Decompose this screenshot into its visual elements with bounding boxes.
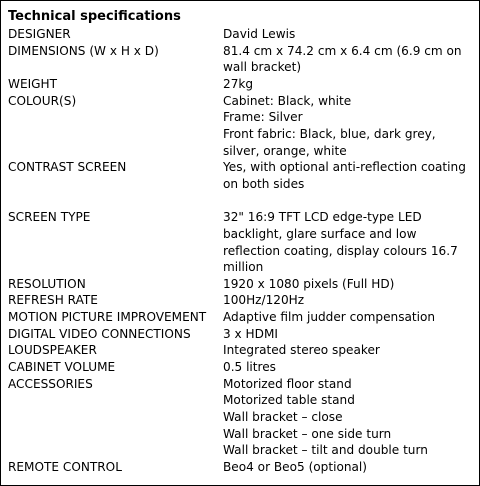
spec-value xyxy=(223,326,474,343)
spec-table xyxy=(8,26,474,476)
spec-value-line: Motorized floor stand xyxy=(223,376,352,391)
spec-value-line: Yes, with optional anti-reflection coating xyxy=(223,160,466,175)
spec-label: COLOUR(S) xyxy=(8,93,77,108)
spec-value-line: David Lewis xyxy=(223,27,296,41)
spec-label: WEIGHT xyxy=(8,76,58,91)
spec-value-line: million xyxy=(223,260,264,275)
spec-row xyxy=(8,76,474,93)
spec-value-line: reflection coating, display colours 16.7 xyxy=(223,243,458,258)
spec-label: REMOTE CONTROL xyxy=(8,460,122,475)
spec-value-line: 81.4 cm x 74.2 cm x 6.4 cm (6.9 cm on xyxy=(223,43,462,58)
spec-value-line: 32" 16:9 TFT LCD edge-type LED xyxy=(223,210,422,225)
spec-label: RESOLUTION xyxy=(8,276,86,291)
spec-value xyxy=(223,376,474,459)
spec-label: SCREEN TYPE xyxy=(8,210,91,225)
spec-row xyxy=(8,26,474,43)
spec-value-line: 3 x HDMI xyxy=(223,326,278,341)
spec-row xyxy=(8,342,474,359)
spec-label: CABINET VOLUME xyxy=(8,360,116,375)
spec-value-line: 27kg xyxy=(223,76,254,91)
spec-value-line: Cabinet: Black, white xyxy=(223,93,352,108)
spec-value-line: 100Hz/120Hz xyxy=(223,293,305,308)
spec-value-line: 1920 x 1080 pixels (Full HD) xyxy=(223,276,395,291)
spec-value-line: Wall bracket – tilt and double turn xyxy=(223,443,428,458)
spec-value xyxy=(223,459,474,476)
spec-label: DIGITAL VIDEO CONNECTIONS xyxy=(8,326,191,341)
spec-label: DIMENSIONS (W x H x D) xyxy=(8,43,159,58)
spec-value-line: Beo4 or Beo5 (optional) xyxy=(223,460,368,475)
spec-value-line: Wall bracket – one side turn xyxy=(223,426,392,441)
spec-row xyxy=(8,276,474,293)
spec-value-line: backlight, glare surface and low xyxy=(223,226,417,241)
spec-value-line: wall bracket) xyxy=(223,60,302,75)
spec-value-line: Wall bracket – close xyxy=(223,410,343,425)
spec-row xyxy=(8,209,474,276)
spec-value xyxy=(223,76,474,93)
spec-label: MOTION PICTURE IMPROVEMENT xyxy=(8,310,207,325)
spec-row xyxy=(8,309,474,326)
spec-value xyxy=(223,209,474,276)
spec-value xyxy=(223,276,474,293)
spec-row xyxy=(8,93,474,160)
spec-value xyxy=(223,292,474,309)
spec-value-line: Integrated stereo speaker xyxy=(223,343,380,358)
spec-value xyxy=(223,359,474,376)
spec-value-line: on both sides xyxy=(223,176,305,191)
spec-value xyxy=(223,43,474,76)
spec-value xyxy=(223,26,474,43)
spec-value-line: Motorized table stand xyxy=(223,393,355,408)
spec-value-line: Adaptive film judder compensation xyxy=(223,310,436,325)
spec-value xyxy=(223,159,474,192)
spec-label: LOUDSPEAKER xyxy=(8,343,97,358)
spec-value xyxy=(223,93,474,160)
spec-value xyxy=(223,342,474,359)
spec-value-line: Frame: Silver xyxy=(223,110,303,125)
spec-label: CONTRAST SCREEN xyxy=(8,160,127,175)
spec-row xyxy=(8,376,474,459)
spec-label: DESIGNER xyxy=(8,27,71,41)
spec-row xyxy=(8,292,474,309)
spec-value-line: silver, orange, white xyxy=(223,143,347,158)
spec-row xyxy=(8,159,474,192)
spec-value-line: Front fabric: Black, blue, dark grey, xyxy=(223,126,436,141)
spec-sheet-title: Technical specifications xyxy=(8,9,181,24)
spec-label: REFRESH RATE xyxy=(8,293,98,308)
spec-value-line: 0.5 litres xyxy=(223,360,276,375)
spec-row xyxy=(8,359,474,376)
spec-row xyxy=(8,326,474,343)
spec-label: ACCESSORIES xyxy=(8,376,93,391)
spec-value xyxy=(223,309,474,326)
spec-row xyxy=(8,43,474,76)
spec-row xyxy=(8,459,474,476)
